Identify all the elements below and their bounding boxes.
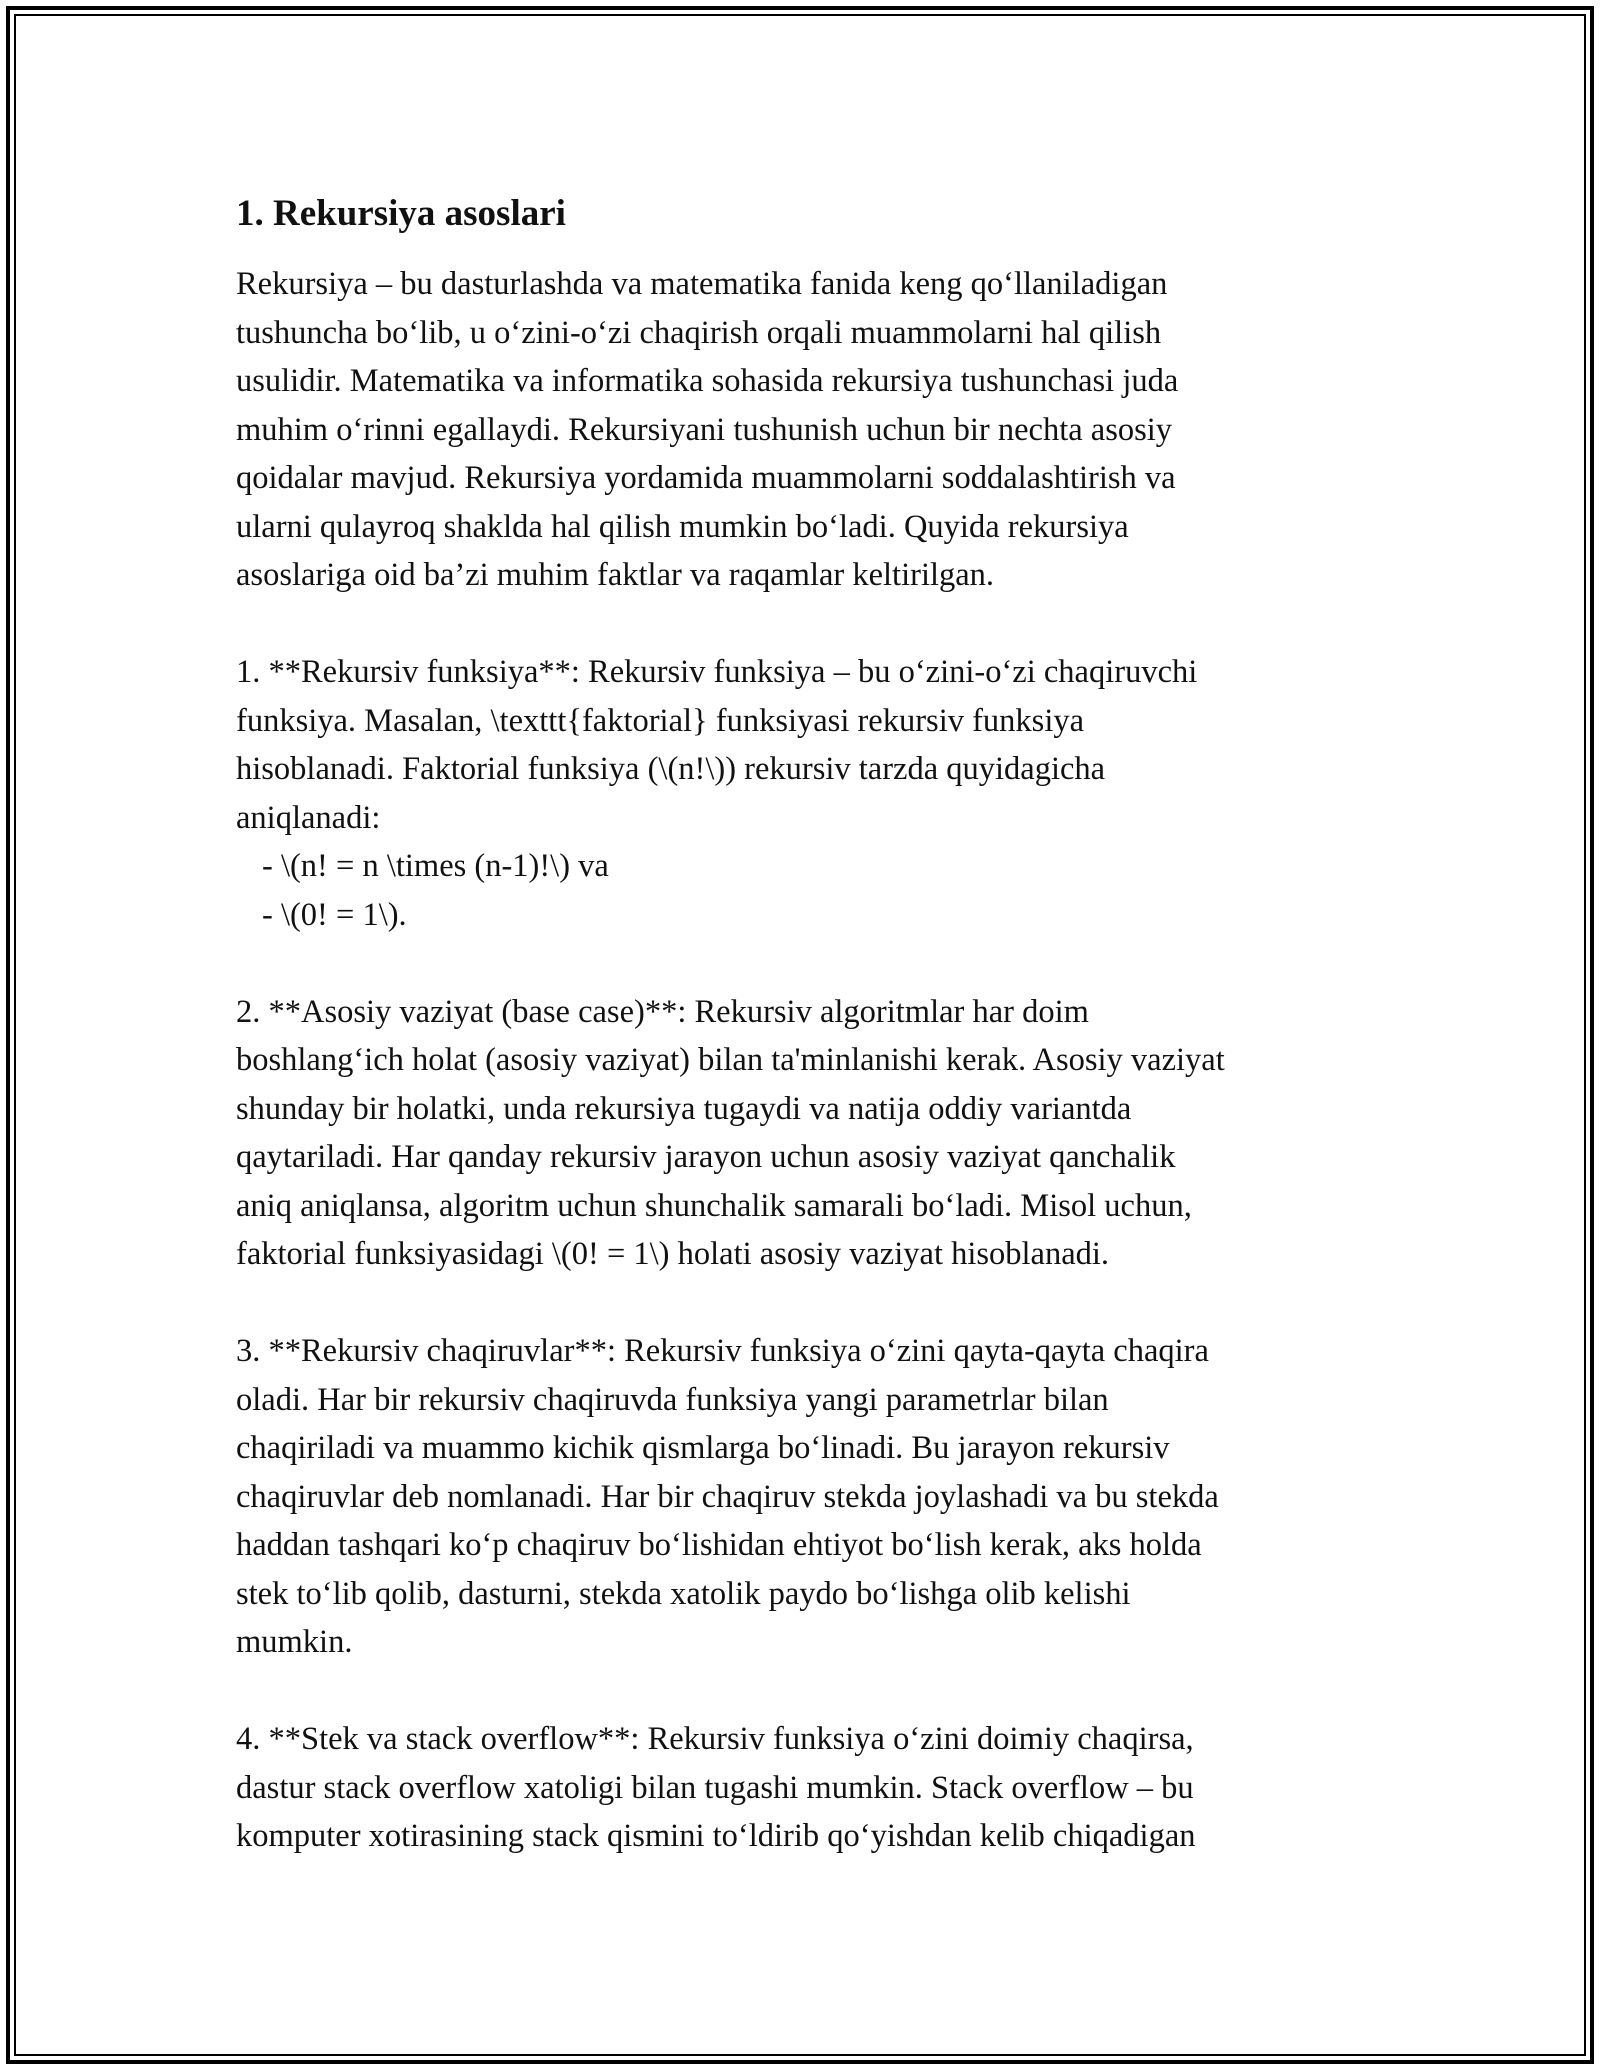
text-line: chaqiruvlar deb nomlanadi. Har bir chaqiruv stekda joylashadi va bu stekda — [236, 1478, 1219, 1515]
paragraph-spacer — [236, 1667, 1376, 1716]
text-line: usulidir. Matematika va informatika sohasida rekursiya tushunchasi juda — [236, 363, 1179, 399]
item-recursive-calls — [236, 1327, 1376, 1667]
text-line: faktorial funksiyasidagi \(0! = 1\) holati asosiy vaziyat hisoblanadi. — [236, 1236, 1110, 1272]
text-line: dastur stack overflow xatoligi bilan tugashi mumkin. Stack overflow – bu — [236, 1769, 1194, 1806]
text-line: 4. **Stek va stack overflow**: Rekursiv funksiya o‘zini doimiy chaqirsa, — [236, 1721, 1194, 1757]
text-line: aniqlanadi: — [236, 799, 381, 836]
text-line: haddan tashqari ko‘p chaqiruv bo‘lishidan ehtiyot bo‘lish kerak, aks holda — [236, 1527, 1202, 1563]
formula-line: - \(n! = n \times (n-1)!\) va — [262, 848, 609, 884]
text-line: chaqiriladi va muammo kichik qismlarga bo‘linadi. Bu jarayon rekursiv — [236, 1430, 1170, 1466]
text-line: oladi. Har bir rekursiv chaqiruvda funksiya yangi parametrlar bilan — [236, 1381, 1109, 1418]
text-line: 1. **Rekursiv funksiya**: Rekursiv funksiya – bu o‘zini-o‘zi chaqiruvchi — [236, 654, 1198, 690]
text-line: stek to‘lib qolib, dasturni, stekda xatolik paydo bo‘lishga olib kelishi — [236, 1575, 1131, 1612]
paragraph-spacer — [236, 1279, 1376, 1328]
text-line: qaytariladi. Har qanday rekursiv jarayon uchun asosiy vaziyat qanchalik — [236, 1139, 1176, 1175]
text-line: Rekursiya – bu dasturlashda va matematika fanida keng qo‘llaniladigan — [236, 266, 1168, 302]
item-base-case — [236, 988, 1376, 1279]
formula-line: - \(0! = 1\). — [262, 896, 407, 933]
paragraph-spacer — [236, 600, 1376, 649]
text-line: komputer xotirasining stack qismini to‘ldirib qo‘yishdan kelib chiqadigan — [236, 1818, 1196, 1854]
text-line: hisoblanadi. Faktorial funksiya (\(n!\)) rekursiv tarzda quyidagicha — [236, 751, 1106, 787]
text-line: 2. **Asosiy vaziyat (base case)**: Rekursiv algoritmlar har doim — [236, 993, 1089, 1030]
text-line: ularni qulayroq shaklda hal qilish mumkin bo‘ladi. Quyida rekursiya — [236, 508, 1129, 545]
text-line: boshlang‘ich holat (asosiy vaziyat) bilan ta'minlanishi kerak. Asosiy vaziyat — [236, 1042, 1225, 1078]
text-line: qoidalar mavjud. Rekursiya yordamida muammolarni soddalashtirish va — [236, 460, 1176, 496]
text-line: shunday bir holatki, unda rekursiya tugaydi va natija oddiy variantda — [236, 1090, 1132, 1127]
text-line: asoslariga oid ba’zi muhim faktlar va raqamlar keltirilgan. — [236, 557, 995, 593]
text-line: funksiya. Masalan, \texttt{faktorial} funksiyasi rekursiv funksiya — [236, 702, 1085, 739]
text-line: mumkin. — [236, 1624, 353, 1660]
text-line: aniq aniqlansa, algoritm uchun shunchalik samarali bo‘ladi. Misol uchun, — [236, 1187, 1192, 1224]
section-heading: 1. Rekursiya asoslari — [236, 193, 566, 234]
paragraph-spacer — [236, 939, 1376, 988]
text-line: muhim o‘rinni egallaydi. Rekursiyani tushunish uchun bir nechta asosiy — [236, 411, 1173, 448]
text-line: tushuncha bo‘lib, u o‘zini-o‘zi chaqirish orqali muammolarni hal qilish — [236, 314, 1162, 351]
text-line: 3. **Rekursiv chaqiruvlar**: Rekursiv funksiya o‘zini qayta-qayta chaqira — [236, 1333, 1209, 1369]
item-stack-overflow — [236, 1715, 1376, 1861]
document-body — [236, 188, 1376, 1861]
item-recursive-function — [236, 648, 1376, 939]
intro-paragraph — [236, 260, 1376, 600]
